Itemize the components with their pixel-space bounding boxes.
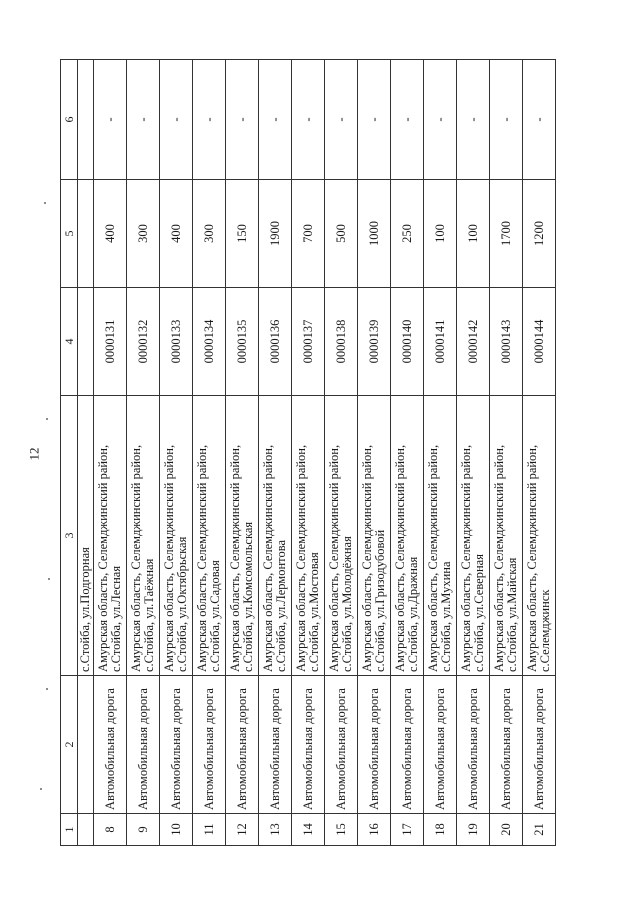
- cell-note: -: [358, 60, 391, 180]
- table-row: [523, 60, 556, 846]
- cell-row-number: 15: [325, 814, 358, 846]
- cell-length: 1900: [259, 180, 292, 288]
- cell-object-type: Автомобильная дорога: [490, 676, 523, 814]
- cell-registry-code: 0000134: [193, 288, 226, 396]
- cell-note: -: [523, 60, 556, 180]
- cell-registry-code: 0000136: [259, 288, 292, 396]
- cell-object-type: Автомобильная дорога: [457, 676, 490, 814]
- table-row: [292, 60, 325, 846]
- cell-row-number: 17: [391, 814, 424, 846]
- header-row: [61, 60, 78, 846]
- cell-address: Амурская область, Селемджинский район, с.Стойба, ул.Комсомольская: [226, 396, 259, 676]
- cell-address: Амурская область, Селемджинский район, с.Стойба, ул.Гризодубовой: [358, 396, 391, 676]
- page-number: 12: [26, 447, 42, 461]
- cell-registry-code: 0000137: [292, 288, 325, 396]
- cell-length: 300: [127, 180, 160, 288]
- cell-note: -: [490, 60, 523, 180]
- cell-address: Амурская область, Селемджинский район, с.Стойба, ул.Лермонтова: [259, 396, 292, 676]
- table-row: [391, 60, 424, 846]
- cell-row-number: 21: [523, 814, 556, 846]
- cell-row-number: 18: [424, 814, 457, 846]
- cell-length: 1700: [490, 180, 523, 288]
- table-row: [193, 60, 226, 846]
- cell-registry-code: 0000140: [391, 288, 424, 396]
- cell-address: Амурская область, Селемджинский район, с.Стойба, ул.Дражная: [391, 396, 424, 676]
- cell-note: -: [160, 60, 193, 180]
- cell-registry-code: 0000144: [523, 288, 556, 396]
- cell-address: Амурская область, Селемджинский район, с.Стойба, ул.Северная: [457, 396, 490, 676]
- cell-address: Амурская область, Селемджинский район, с.Стойба, ул.Мухина: [424, 396, 457, 676]
- cell-address: Амурская область, Селемджинский район, с.Стойба, ул.Майская: [490, 396, 523, 676]
- cell-row-number: 9: [127, 814, 160, 846]
- cell-row-number: 16: [358, 814, 391, 846]
- cell-object-type: Автомобильная дорога: [94, 676, 127, 814]
- header-cell: 2: [61, 676, 78, 814]
- cell-row-number: 20: [490, 814, 523, 846]
- continuation-cell: [78, 676, 94, 814]
- cell-registry-code: 0000131: [94, 288, 127, 396]
- cell-address: Амурская область, Селемджинский район, с.Стойба, ул.Октябрьская: [160, 396, 193, 676]
- roads-table: [60, 59, 556, 846]
- cell-length: 100: [457, 180, 490, 288]
- scan-speck: [40, 788, 42, 790]
- cell-row-number: 12: [226, 814, 259, 846]
- scan-speck: [44, 202, 46, 204]
- cell-note: -: [193, 60, 226, 180]
- cell-length: 100: [424, 180, 457, 288]
- cell-address: Амурская область, Селемджинский район, с.Стойба, ул.Таёжная: [127, 396, 160, 676]
- cell-registry-code: 0000132: [127, 288, 160, 396]
- header-cell: 4: [61, 288, 78, 396]
- cell-row-number: 19: [457, 814, 490, 846]
- scan-speck: [46, 688, 48, 690]
- header-cell: 5: [61, 180, 78, 288]
- header-cell: 1: [61, 814, 78, 846]
- cell-note: -: [325, 60, 358, 180]
- scan-speck: [48, 578, 50, 580]
- cell-registry-code: 0000142: [457, 288, 490, 396]
- cell-note: -: [391, 60, 424, 180]
- cell-note: -: [259, 60, 292, 180]
- cell-length: 400: [160, 180, 193, 288]
- cell-object-type: Автомобильная дорога: [358, 676, 391, 814]
- cell-object-type: Автомобильная дорога: [160, 676, 193, 814]
- cell-length: 500: [325, 180, 358, 288]
- cell-row-number: 8: [94, 814, 127, 846]
- cell-object-type: Автомобильная дорога: [127, 676, 160, 814]
- cell-address: Амурская область, Селемджинский район, с.Стойба, ул.Мостовая: [292, 396, 325, 676]
- table-row: [160, 60, 193, 846]
- cell-row-number: 14: [292, 814, 325, 846]
- cell-row-number: 13: [259, 814, 292, 846]
- cell-note: -: [457, 60, 490, 180]
- cell-object-type: Автомобильная дорога: [523, 676, 556, 814]
- header-cell: 6: [61, 60, 78, 180]
- table-row: [226, 60, 259, 846]
- table-row: [490, 60, 523, 846]
- cell-length: 400: [94, 180, 127, 288]
- table-row: [424, 60, 457, 846]
- cell-row-number: 11: [193, 814, 226, 846]
- cell-address: Амурская область, Селемджинский район, с.Стойба, ул.Садовая: [193, 396, 226, 676]
- table-row: [457, 60, 490, 846]
- continuation-cell: [78, 180, 94, 288]
- header-cell: 3: [61, 396, 78, 676]
- cell-registry-code: 0000135: [226, 288, 259, 396]
- cell-address: Амурская область, Селемджинский район, с.Стойба, ул.Молодёжная: [325, 396, 358, 676]
- cell-address: Амурская область, Селемджинский район, с.Селемджинск: [523, 396, 556, 676]
- cell-object-type: Автомобильная дорога: [226, 676, 259, 814]
- continuation-address: с.Стойба, ул.Подгорная: [78, 396, 94, 676]
- table-row: [325, 60, 358, 846]
- table-row: [259, 60, 292, 846]
- cell-object-type: Автомобильная дорога: [391, 676, 424, 814]
- cell-registry-code: 0000138: [325, 288, 358, 396]
- cell-note: -: [424, 60, 457, 180]
- scan-speck: [46, 418, 48, 420]
- rotated-page: [60, 60, 610, 846]
- cell-length: 250: [391, 180, 424, 288]
- table-row: [94, 60, 127, 846]
- cell-length: 150: [226, 180, 259, 288]
- cell-registry-code: 0000133: [160, 288, 193, 396]
- table-row: [358, 60, 391, 846]
- cell-length: 300: [193, 180, 226, 288]
- roads-table-body: [61, 60, 556, 846]
- continuation-row: [78, 60, 94, 846]
- continuation-cell: [78, 814, 94, 846]
- continuation-cell: [78, 288, 94, 396]
- cell-object-type: Автомобильная дорога: [259, 676, 292, 814]
- table-row: [127, 60, 160, 846]
- cell-row-number: 10: [160, 814, 193, 846]
- cell-object-type: Автомобильная дорога: [325, 676, 358, 814]
- cell-object-type: Автомобильная дорога: [193, 676, 226, 814]
- cell-registry-code: 0000139: [358, 288, 391, 396]
- cell-note: -: [292, 60, 325, 180]
- cell-note: -: [94, 60, 127, 180]
- continuation-cell: [78, 60, 94, 180]
- cell-object-type: Автомобильная дорога: [424, 676, 457, 814]
- cell-note: -: [226, 60, 259, 180]
- cell-length: 1000: [358, 180, 391, 288]
- cell-registry-code: 0000141: [424, 288, 457, 396]
- cell-length: 1200: [523, 180, 556, 288]
- cell-registry-code: 0000143: [490, 288, 523, 396]
- cell-length: 700: [292, 180, 325, 288]
- cell-note: -: [127, 60, 160, 180]
- cell-address: Амурская область, Селемджинский район, с.Стойба, ул.Лесная: [94, 396, 127, 676]
- cell-object-type: Автомобильная дорога: [292, 676, 325, 814]
